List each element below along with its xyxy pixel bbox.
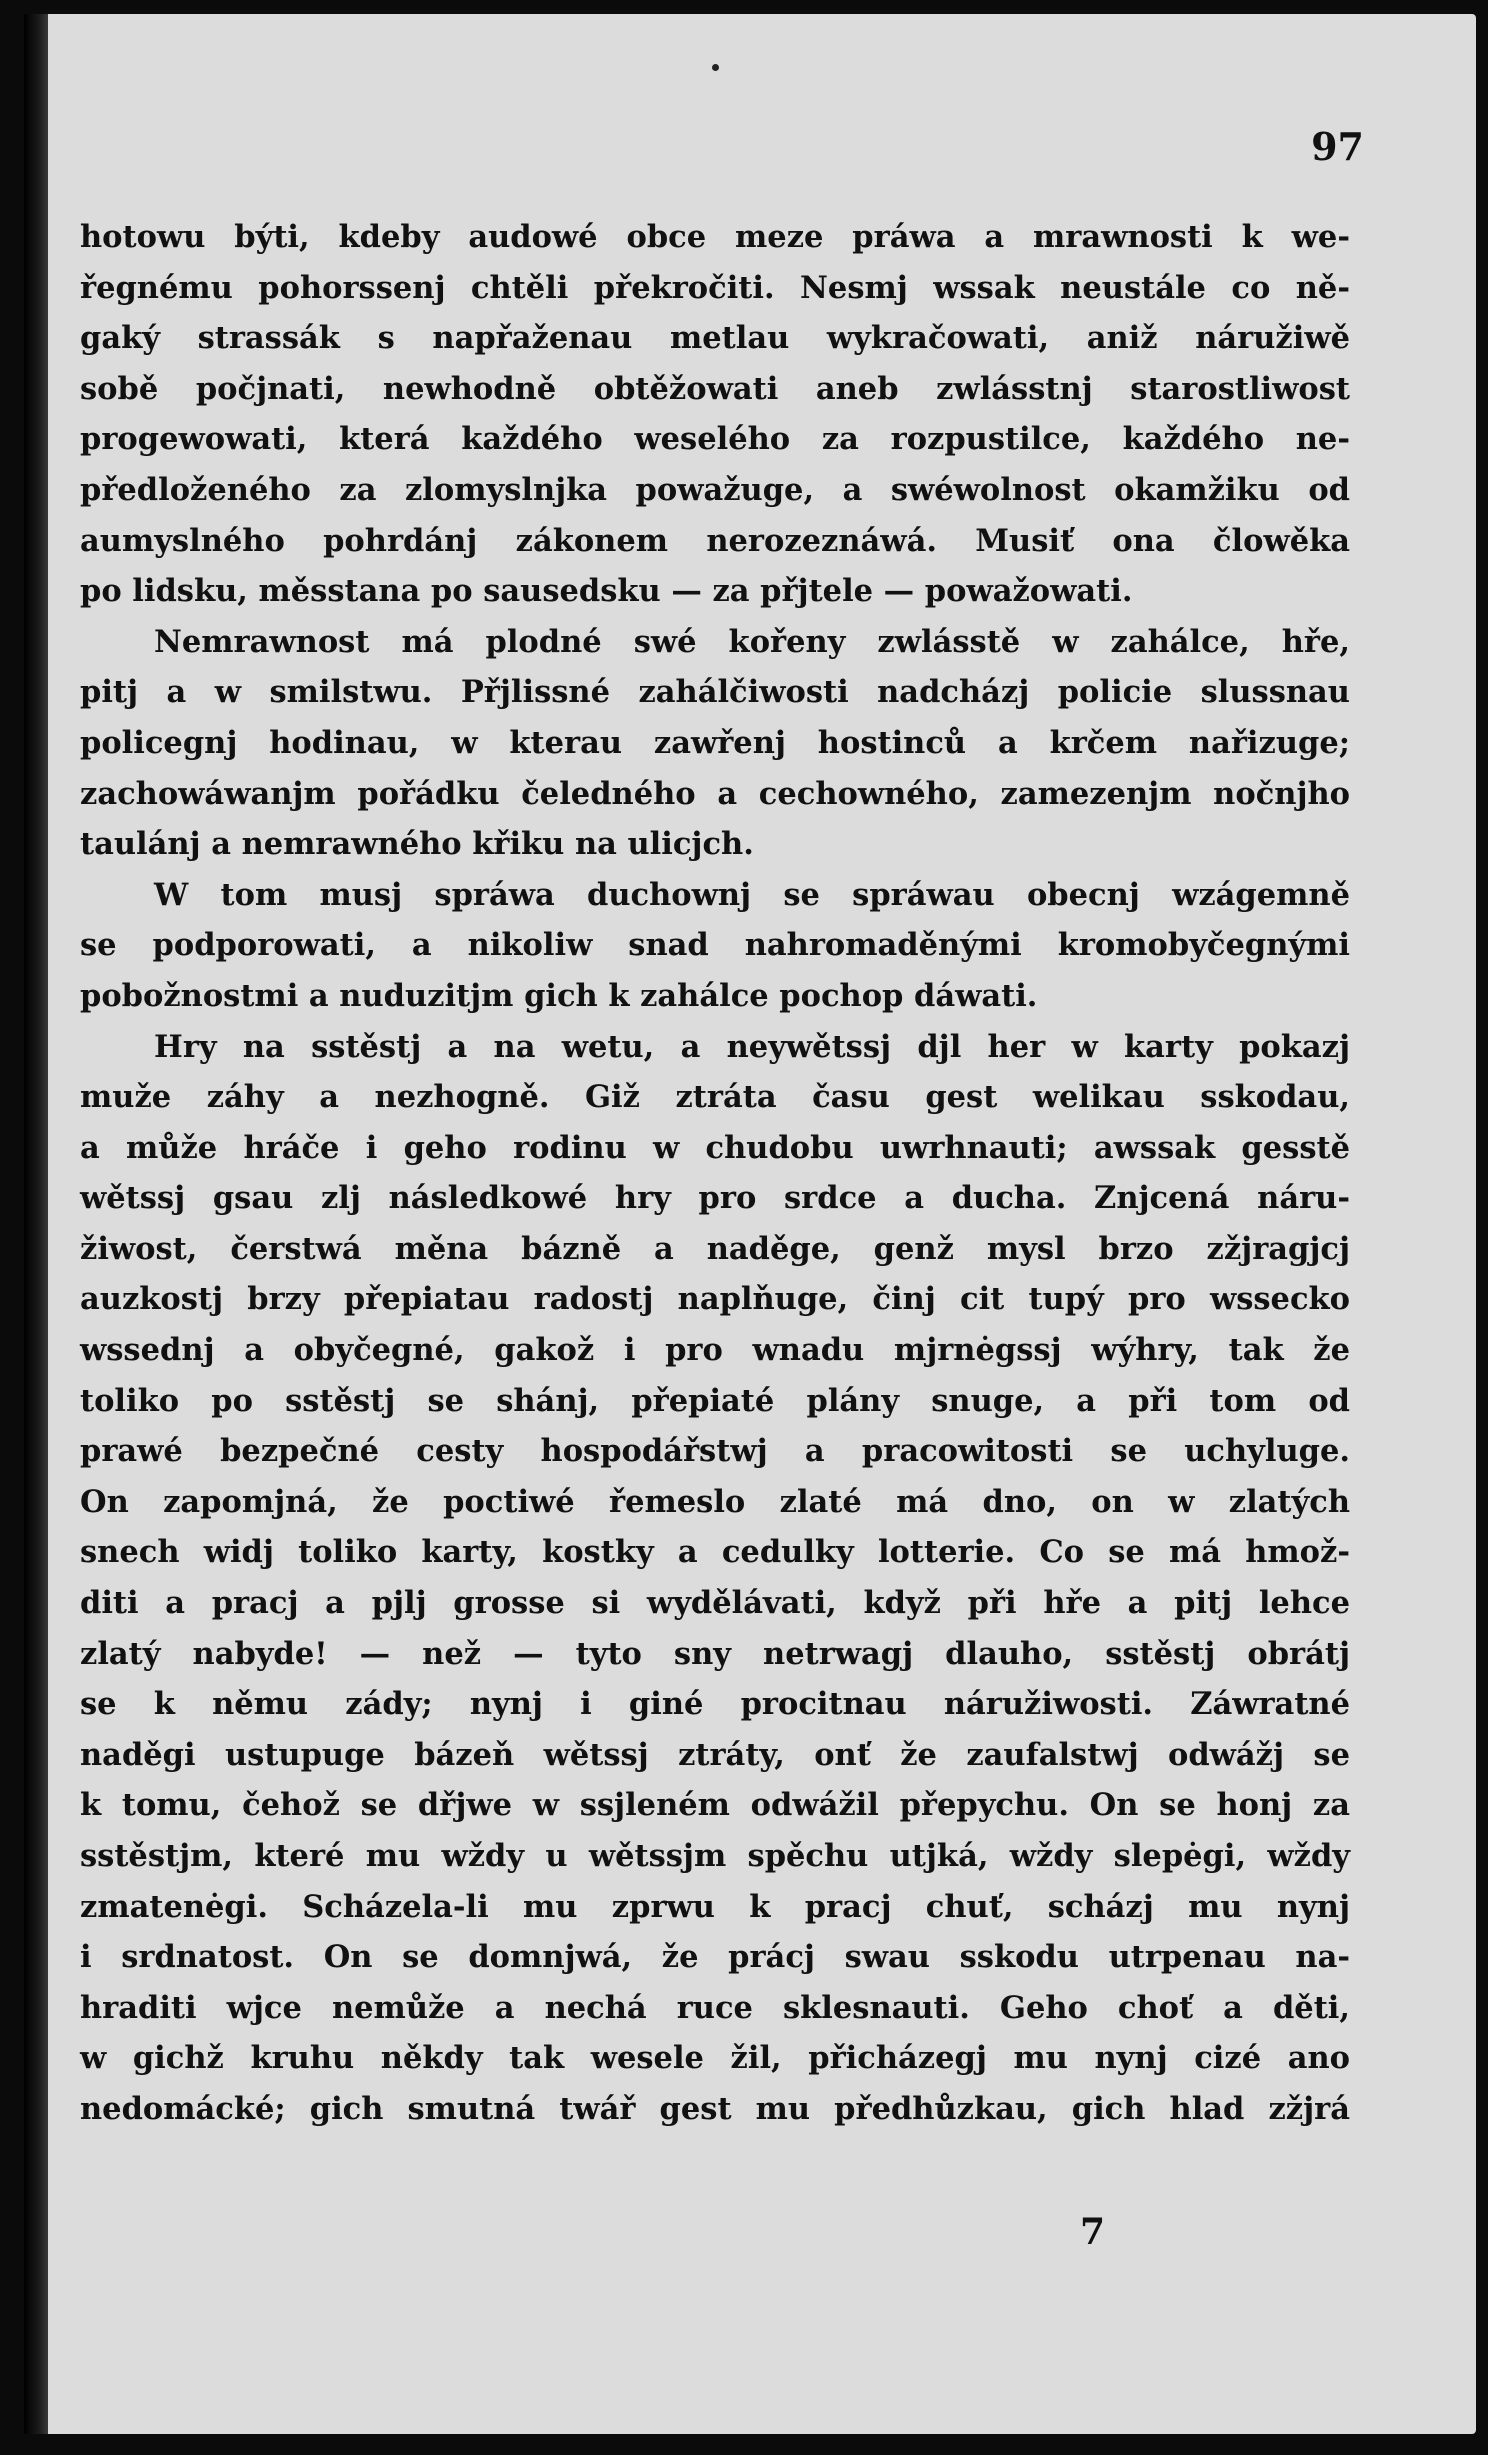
text-line: hraditi wjce nemůže a nechá ruce sklesnauti. Geho choť a děti, <box>80 1989 1350 2026</box>
text-line: se k němu zády; nynj i giné procitnau náružiwosti. Záwratné <box>80 1686 1350 1723</box>
text-line: muže záhy a nezhogně. Giž ztráta času gest welikau sskodau, <box>80 1079 1350 1116</box>
printer-signature-mark: 7 <box>1080 2211 1106 2253</box>
text-line: wětssj gsau zlj následkowé hry pro srdce a ducha. Znjcená náru- <box>80 1180 1350 1217</box>
text-line: prawé bezpečné cesty hospodářstwj a pracowitosti se uchyluge. <box>80 1433 1350 1470</box>
text-line: gaký strassák s napřaženau metlau wykračowati, aniž náružiwě <box>80 320 1350 357</box>
text-line: nedomácké; gich smutná twář gest mu předhůzkau, gich hlad zžjrá <box>80 2090 1350 2127</box>
text-line: diti a pracj a pjlj grosse si wydělávati, když při hře a pitj lehce <box>80 1585 1350 1622</box>
body-text <box>80 212 1350 2135</box>
text-line: policegnj hodinau, w kterau zawřenj hostinců a krčem nařizuge; <box>80 724 1350 761</box>
text-line: zlatý nabyde! — než — tyto sny netrwagj dlauho, sstěstj obrátj <box>80 1635 1350 1672</box>
text-line: W tom musj spráwa duchownj se spráwau obecnj wzágemně <box>154 876 1350 913</box>
text-line: se podporowati, a nikoliw snad nahromaděnými kromobyčegnými <box>80 927 1350 964</box>
text-line: k tomu, čehož se dřjwe w ssjleném odwážil přepychu. On se honj za <box>80 1787 1350 1824</box>
paper-speck <box>712 64 719 71</box>
book-page <box>24 14 1476 2434</box>
text-line: naděgi ustupuge bázeň wětssj ztráty, onť že zaufalstwj odwážj se <box>80 1736 1350 1773</box>
text-line: Hry na sstěstj a na wetu, a neywětssj djl her w karty pokazj <box>154 1028 1350 1065</box>
text-line: sstěstjm, které mu wždy u wětssjm spěchu utjká, wždy slepėgi, wždy <box>80 1838 1350 1874</box>
text-line: řegnému pohorssenj chtěli překročiti. Nesmj wssak neustále co ně- <box>80 269 1350 306</box>
text-line: žiwost, čerstwá měna bázně a naděge, genž mysl brzo zžjragjcj <box>80 1230 1350 1267</box>
text-line: toliko po sstěstj se shánj, přepiaté plány snuge, a při tom od <box>80 1382 1350 1419</box>
text-line: w gichž kruhu někdy tak wesele žil, přicházegj mu nynj cizé ano <box>80 2040 1350 2077</box>
text-line: předloženého za zlomyslnjka powažuge, a swéwolnost okamžiku od <box>80 471 1350 508</box>
text-line: On zapomjná, že poctiwé řemeslo zlaté má dno, on w zlatých <box>80 1483 1350 1520</box>
text-line: aumyslného pohrdánj zákonem nerozeznáwá. Musiť ona člowěka <box>80 522 1350 559</box>
text-line: Nemrawnost má plodné swé kořeny zwlásstě w zahálce, hře, <box>154 623 1350 660</box>
text-line: sobě počjnati, newhodně obtěžowati aneb zwlásstnj starostliwost <box>80 370 1350 407</box>
text-line: zachowáwanjm pořádku čeledného a cechowného, zamezenjm nočnjho <box>80 775 1350 812</box>
text-line: i srdnatost. On se domnjwá, že prácj swau sskodu utrpenau na- <box>80 1939 1350 1976</box>
text-line: taulánj a nemrawného křiku na ulicjch. <box>80 826 754 863</box>
text-line: pitj a w smilstwu. Přjlissné zahálčiwosti nadcházj policie slussnau <box>80 674 1350 711</box>
text-line: hotowu býti, kdeby audowé obce meze práwa a mrawnosti k we- <box>80 219 1350 255</box>
text-line: auzkostj brzy přepiatau radostj naplňuge, činj cit tupý pro wssecko <box>80 1281 1350 1318</box>
page-left-edge-shadow <box>24 14 48 2434</box>
text-line: wssednj a obyčegné, gakož i pro wnadu mjrnėgssj wýhry, tak že <box>80 1332 1350 1369</box>
text-line: pobožnostmi a nuduzitjm gich k zahálce pochop dáwati. <box>80 977 1038 1014</box>
page-number: 97 <box>1311 124 1364 169</box>
text-line: progewowati, která každého weselého za rozpustilce, každého ne- <box>80 421 1350 458</box>
text-line: zmatenėgi. Scházela-li mu zprwu k pracj chuť, scházj mu nynj <box>80 1888 1350 1925</box>
text-line: snech widj toliko karty, kostky a cedulky lotterie. Co se má hmož- <box>80 1534 1350 1571</box>
text-line: a může hráče i geho rodinu w chudobu uwrhnauti; awssak gesstě <box>80 1129 1350 1166</box>
text-line: po lidsku, měsstana po sausedsku — za přjtele — powažowati. <box>80 573 1133 610</box>
